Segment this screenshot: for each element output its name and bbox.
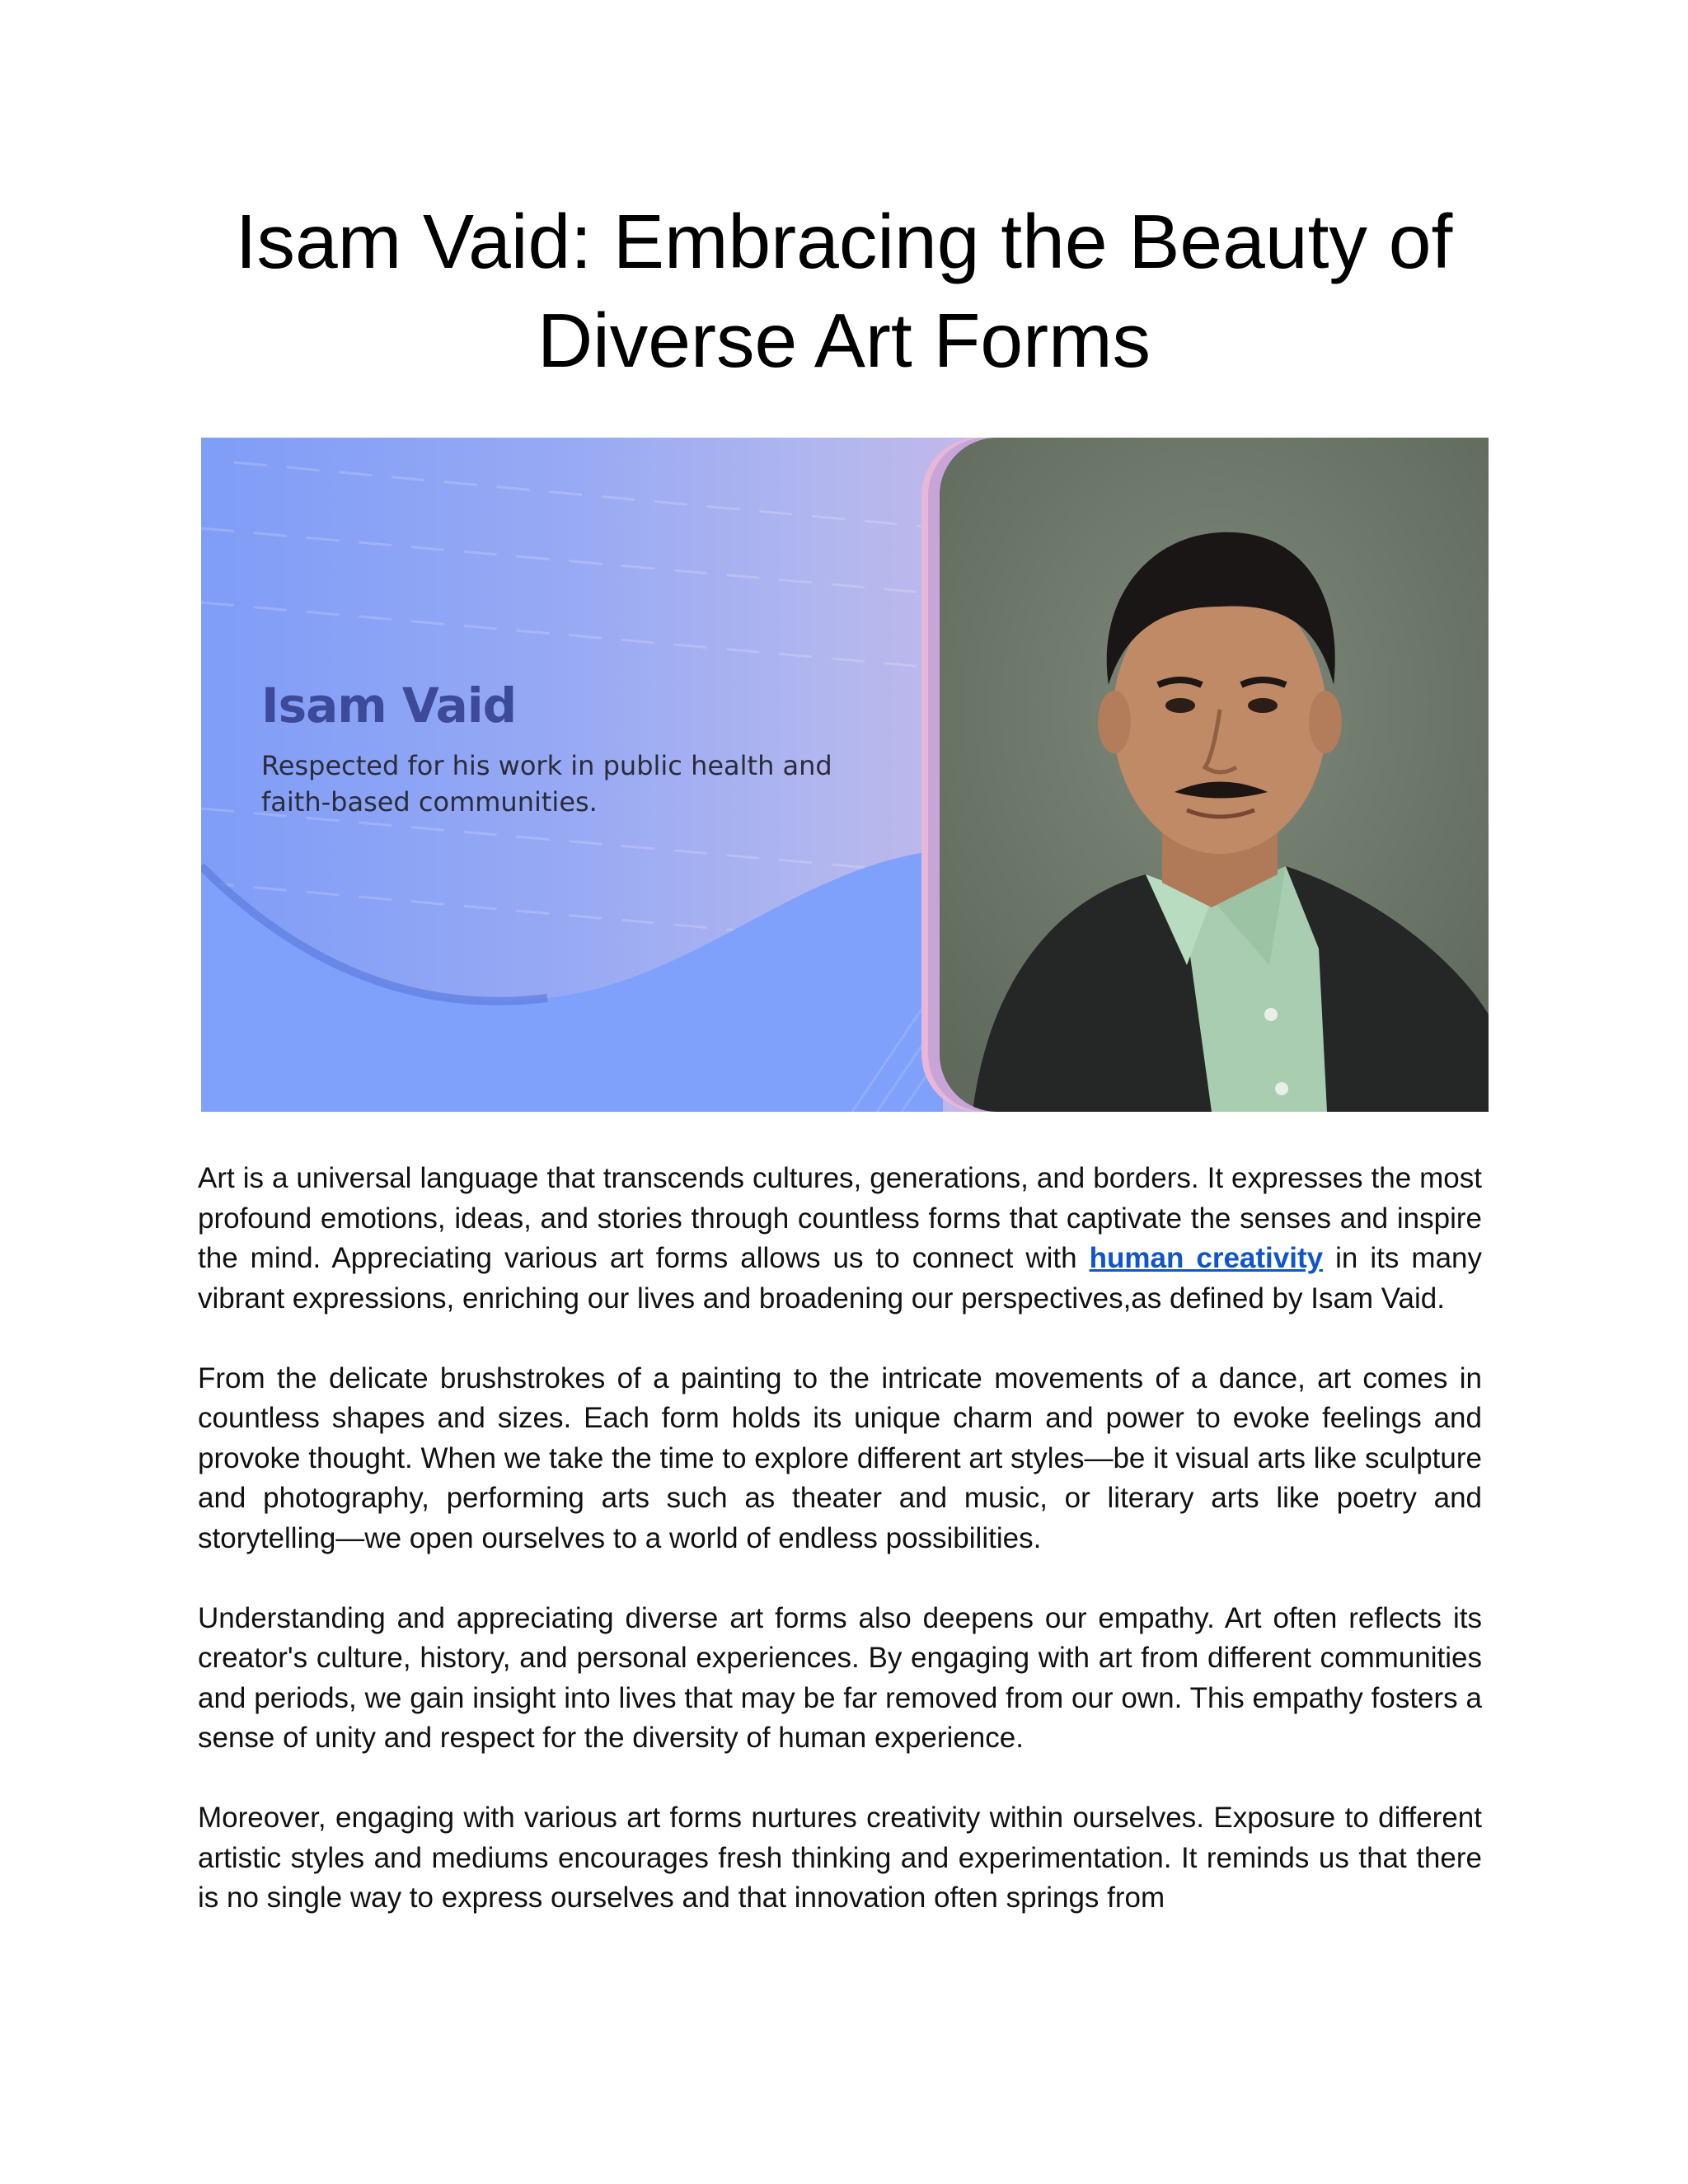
- portrait-illustration: [940, 438, 1489, 1112]
- paragraph-3: Understanding and appreciating diverse art forms also deepens our empathy. Art often reflects its creator's culture, history, and personal experiences. By engaging with art from different communities and periods, we gain insight into lives that may be far removed from our own. This empathy fosters a sense of unity and respect for the diversity of human experience.: [198, 1601, 1482, 1754]
- hero-banner-image: [201, 438, 1489, 1112]
- banner-name: Isam Vaid: [261, 677, 517, 733]
- paragraph-2: From the delicate brushstrokes of a painting to the intricate movements of a dance, art comes in countless shapes and sizes. Each form holds its unique charm and power to evoke feelings and provoke thought. When we take the time to explore different art styles—be it visual arts like sculpture and photography, performing arts such as theater and music, or literary arts like poetry and storytelling—we open ourselves to a world of endless possibilities.: [198, 1361, 1482, 1554]
- banner-tagline: Respected for his work in public health and faith-based communities.: [261, 750, 832, 818]
- human-creativity-link[interactable]: human creativity: [1089, 1242, 1324, 1274]
- portrait-photo: [940, 438, 1489, 1112]
- paragraph-1-text-start: Art is a universal language that transcends cultures, generations, and borders. It expresses the most profound emotions, ideas, and stories through countless forms that captivate the senses and inspire the mind. Appreciating various art forms allows us to connect with: [198, 1162, 1482, 1274]
- page-title: Isam Vaid: Embracing the Beauty of Diverse Art Forms: [235, 199, 1453, 383]
- article-body: [198, 1159, 1482, 1958]
- paragraph-1-text-end: in its many vibrant expressions, enriching our lives and broadening our perspectives,as defined by Isam Vaid.: [198, 1242, 1483, 1315]
- paragraph-1: [198, 1159, 1482, 1319]
- paragraph-4: Moreover, engaging with various art forms nurtures creativity within ourselves. Exposure to different artistic styles and mediums encourages fresh thinking and experimentation. It reminds us that there is no single way to express ourselves and that innovation often springs from: [198, 1802, 1482, 1914]
